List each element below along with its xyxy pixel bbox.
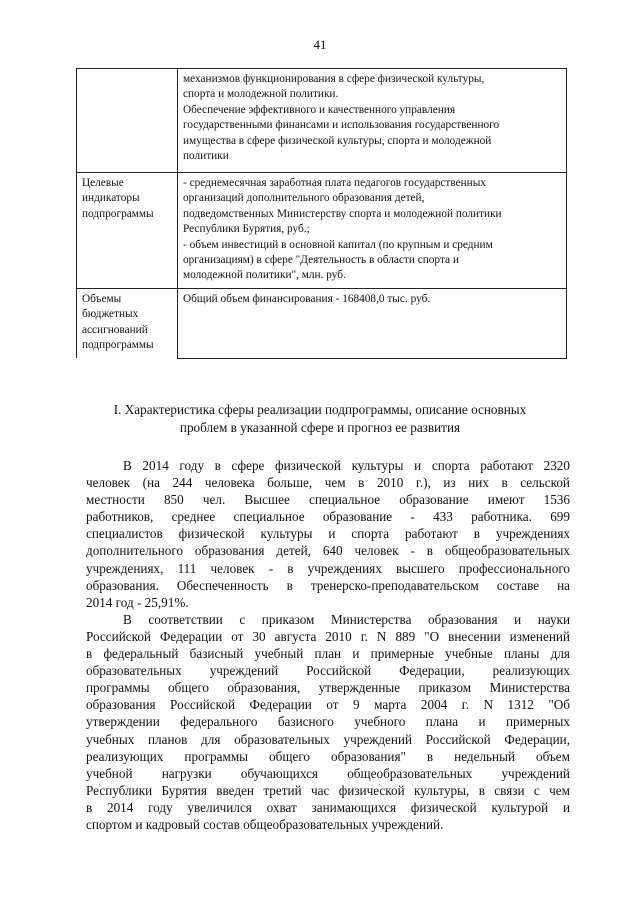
cell-text-line: Общий объем финансирования - 168408,0 тыс. руб. [183, 292, 431, 305]
text-line: образовательных учреждений Российской Федерации, реализующих [86, 663, 570, 679]
text-line: в федеральный базисный учебный план и примерные учебные планы для [86, 646, 570, 662]
cell-text-line: - среднемесячная заработная плата педагогов государственных [183, 177, 486, 189]
section-heading [70, 401, 570, 437]
text-line: специалистов физической культуры и спорта работают в учреждениях [86, 526, 570, 542]
text-line: учреждениях, 111 человек - в учреждениях высшего профессионального [86, 560, 570, 576]
text-line: Республики Бурятия введен третий час физической культуры, в связи с чем [86, 782, 570, 798]
paragraph [86, 457, 570, 611]
text-line: образования Российской Федерации от 9 марта 2004 г. N 1312 "Об [86, 697, 570, 713]
page-number: 41 [313, 37, 327, 52]
budget-allocations-label [77, 288, 178, 358]
target-indicators-label [77, 173, 178, 289]
paragraph [86, 611, 570, 833]
text-line: В соответствии с приказом Министерства образования и науки [123, 611, 570, 627]
text-line: учебных планов для образовательных учреждений Российской Федерации, [86, 731, 570, 747]
target-indicators-value [178, 173, 567, 289]
label-line: подпрограммы [82, 207, 154, 220]
cell-text-line: молодежной политики", млн. руб. [183, 269, 346, 282]
text-line: 2014 год - 25,91%. [86, 594, 189, 610]
label-line: Объемы [82, 292, 122, 305]
text-line: человек (на 244 человека больше, чем в 2010 г.), из них в сельской [86, 475, 570, 491]
cell-text-line: государственными финансами и использования государственного [183, 119, 500, 132]
text-line: утверждении федерального базисного учебного плана и примерных [86, 714, 570, 730]
row-label-cell [77, 69, 178, 173]
text-line: в 2014 году увеличился охват занимающихся физической культурой и [86, 799, 570, 815]
label-line: Целевые [82, 177, 124, 189]
table-row [77, 69, 567, 173]
table-row [77, 288, 567, 358]
text-line: дополнительного образования детей, 640 человек - в общеобразовательных [86, 543, 570, 559]
label-line: индикаторы [82, 192, 140, 205]
body-text [86, 457, 570, 833]
text-line: образования. Обеспеченность в тренерско-преподавательском составе на [86, 577, 570, 593]
text-line: учебной нагрузки обучающихся общеобразовательных учреждений [86, 765, 570, 781]
label-line: бюджетных [82, 308, 139, 321]
heading-line: I. Характеристика сферы реализации подпрограммы, описание основных [113, 402, 527, 417]
text-line: В 2014 году в сфере физической культуры и спорта работают 2320 [123, 458, 570, 473]
row-value-cell [178, 69, 567, 173]
label-line: ассигнований [82, 323, 148, 336]
text-line: спортом и кадровый состав общеобразовательных учреждений. [86, 816, 444, 832]
heading-line: проблем в указанной сфере и прогноз ее развития [179, 420, 461, 435]
cell-text-line: политики [183, 150, 229, 163]
budget-allocations-value [178, 288, 567, 358]
cell-text-line: организациям) в сфере "Деятельность в области спорта и [183, 254, 459, 267]
text-line: реализующих программы общего образования" в недельный объем [86, 748, 570, 764]
subprogram-passport-table [76, 68, 567, 359]
cell-text-line: - объем инвестиций в основной капитал (по крупным и средним [183, 238, 493, 251]
cell-text-line: Обеспечение эффективного и качественного управления [183, 103, 456, 116]
cell-text-line: спорта и молодежной политики. [183, 88, 339, 101]
text-line: программы общего образования, утвержденные приказом Министерства [86, 680, 570, 696]
cell-text-line: имущества в сфере физической культуры, спорта и молодежной [183, 134, 492, 147]
table-row [77, 173, 567, 289]
cell-text-line: подведомственных Министерству спорта и молодежной политики [183, 207, 502, 220]
cell-text-line: Республики Бурятия, руб.; [183, 223, 310, 236]
text-line: работников, среднее специальное образование - 433 работника. 699 [86, 509, 570, 525]
cell-text-line: организаций дополнительного образования детей, [183, 192, 425, 205]
label-line: подпрограммы [82, 339, 154, 352]
text-line: Российской Федерации от 30 августа 2010 г. N 889 "О внесении изменений [86, 628, 570, 644]
cell-text-line: механизмов функционирования в сфере физической культуры, [183, 73, 485, 85]
text-line: местности 850 чел. Высшее специальное образование имеют 1536 [86, 492, 570, 508]
